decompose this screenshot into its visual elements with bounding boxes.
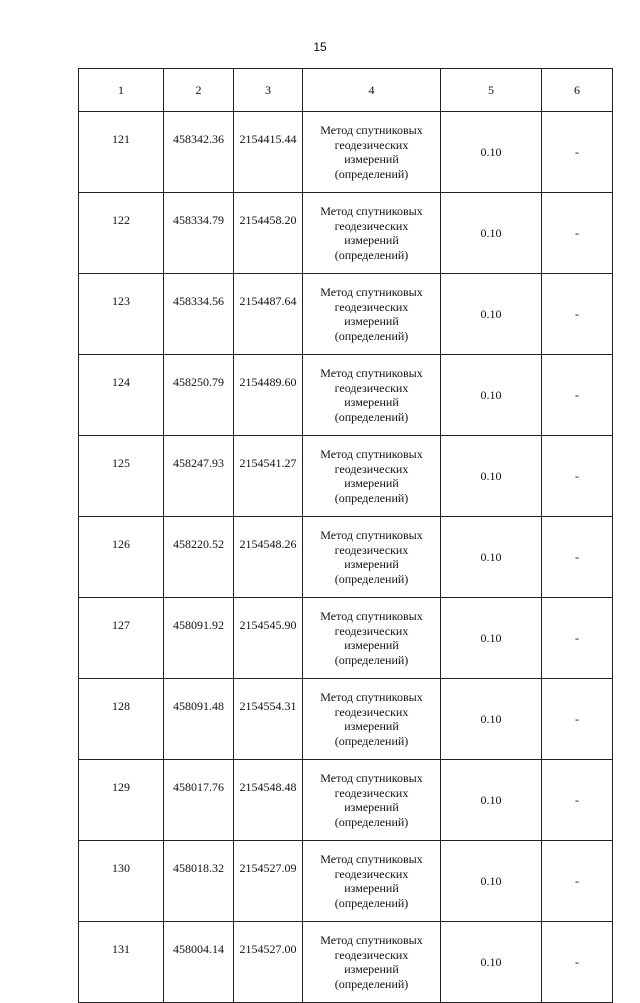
method-line: геодезических [334, 218, 409, 233]
accuracy-cell: 0.10 [441, 598, 542, 679]
method-cell [303, 598, 441, 679]
method-line: измерений [344, 638, 399, 652]
x-coordinate-cell: 458250.79 [164, 355, 234, 436]
method-line: измерений [344, 233, 399, 247]
method-line: Метод спутниковых [320, 690, 423, 704]
accuracy-cell: 0.10 [441, 841, 542, 922]
table-body [79, 112, 613, 1003]
method-line: измерений [344, 152, 399, 166]
method-line: (определений) [334, 490, 409, 505]
point-number-cell: 130 [79, 841, 164, 922]
method-line: геодезических [334, 947, 409, 962]
method-line: (определений) [334, 166, 409, 181]
method-line: геодезических [334, 866, 409, 881]
y-coordinate-cell: 2154554.31 [234, 679, 303, 760]
table-row [79, 355, 613, 436]
method-line: (определений) [334, 976, 409, 991]
method-line: Метод спутниковых [320, 933, 423, 947]
x-coordinate-cell: 458220.52 [164, 517, 234, 598]
accuracy-cell: 0.10 [441, 436, 542, 517]
description-cell: - [542, 841, 613, 922]
table-row [79, 922, 613, 1003]
table-row [79, 679, 613, 760]
table-row [79, 274, 613, 355]
method-line: (определений) [334, 409, 409, 424]
description-cell: - [542, 112, 613, 193]
method-line: измерений [344, 476, 399, 490]
x-coordinate-cell: 458018.32 [164, 841, 234, 922]
y-coordinate-cell: 2154489.60 [234, 355, 303, 436]
accuracy-cell: 0.10 [441, 193, 542, 274]
y-coordinate-cell: 2154458.20 [234, 193, 303, 274]
column-header-2: 2 [164, 69, 234, 112]
method-cell [303, 112, 441, 193]
accuracy-cell: 0.10 [441, 679, 542, 760]
accuracy-cell: 0.10 [441, 355, 542, 436]
method-line: Метод спутниковых [320, 609, 423, 623]
description-cell: - [542, 193, 613, 274]
method-line: (определений) [334, 328, 409, 343]
description-cell: - [542, 922, 613, 1003]
x-coordinate-cell: 458004.14 [164, 922, 234, 1003]
method-cell [303, 679, 441, 760]
column-header-6: 6 [542, 69, 613, 112]
accuracy-cell: 0.10 [441, 922, 542, 1003]
method-line: Метод спутниковых [320, 528, 423, 542]
table-row [79, 760, 613, 841]
method-line: измерений [344, 395, 399, 409]
y-coordinate-cell: 2154527.00 [234, 922, 303, 1003]
description-cell: - [542, 598, 613, 679]
method-cell [303, 517, 441, 598]
method-line: Метод спутниковых [320, 285, 423, 299]
point-number-cell: 131 [79, 922, 164, 1003]
accuracy-cell: 0.10 [441, 517, 542, 598]
method-cell [303, 355, 441, 436]
method-line: геодезических [334, 137, 409, 152]
method-line: Метод спутниковых [320, 204, 423, 218]
point-number-cell: 127 [79, 598, 164, 679]
method-line: геодезических [334, 542, 409, 557]
table-header-row [79, 69, 613, 112]
point-number-cell: 128 [79, 679, 164, 760]
column-header-4: 4 [303, 69, 441, 112]
method-line: измерений [344, 881, 399, 895]
y-coordinate-cell: 2154541.27 [234, 436, 303, 517]
x-coordinate-cell: 458091.48 [164, 679, 234, 760]
method-line: (определений) [334, 814, 409, 829]
method-line: геодезических [334, 380, 409, 395]
x-coordinate-cell: 458334.79 [164, 193, 234, 274]
method-cell [303, 274, 441, 355]
point-number-cell: 123 [79, 274, 164, 355]
point-number-cell: 126 [79, 517, 164, 598]
method-line: Метод спутниковых [320, 123, 423, 137]
point-number-cell: 122 [79, 193, 164, 274]
x-coordinate-cell: 458247.93 [164, 436, 234, 517]
table-row [79, 436, 613, 517]
method-line: измерений [344, 719, 399, 733]
accuracy-cell: 0.10 [441, 760, 542, 841]
method-line: (определений) [334, 571, 409, 586]
y-coordinate-cell: 2154415.44 [234, 112, 303, 193]
method-line: геодезических [334, 704, 409, 719]
method-cell [303, 760, 441, 841]
y-coordinate-cell: 2154548.26 [234, 517, 303, 598]
method-cell [303, 922, 441, 1003]
x-coordinate-cell: 458017.76 [164, 760, 234, 841]
method-line: Метод спутниковых [320, 366, 423, 380]
description-cell: - [542, 355, 613, 436]
x-coordinate-cell: 458091.92 [164, 598, 234, 679]
method-line: (определений) [334, 652, 409, 667]
y-coordinate-cell: 2154527.09 [234, 841, 303, 922]
table-row [79, 517, 613, 598]
description-cell: - [542, 760, 613, 841]
column-header-3: 3 [234, 69, 303, 112]
description-cell: - [542, 436, 613, 517]
method-line: геодезических [334, 623, 409, 638]
method-line: (определений) [334, 733, 409, 748]
method-line: измерений [344, 557, 399, 571]
column-header-5: 5 [441, 69, 542, 112]
description-cell: - [542, 274, 613, 355]
method-line: (определений) [334, 895, 409, 910]
table-row [79, 841, 613, 922]
method-line: геодезических [334, 299, 409, 314]
table-row [79, 193, 613, 274]
y-coordinate-cell: 2154545.90 [234, 598, 303, 679]
accuracy-cell: 0.10 [441, 274, 542, 355]
method-line: измерений [344, 962, 399, 976]
x-coordinate-cell: 458334.56 [164, 274, 234, 355]
method-cell [303, 436, 441, 517]
point-number-cell: 121 [79, 112, 164, 193]
table-row [79, 598, 613, 679]
method-line: измерений [344, 314, 399, 328]
y-coordinate-cell: 2154487.64 [234, 274, 303, 355]
method-line: Метод спутниковых [320, 771, 423, 785]
description-cell: - [542, 517, 613, 598]
method-line: Метод спутниковых [320, 852, 423, 866]
point-number-cell: 124 [79, 355, 164, 436]
accuracy-cell: 0.10 [441, 112, 542, 193]
x-coordinate-cell: 458342.36 [164, 112, 234, 193]
table-row [79, 112, 613, 193]
method-cell [303, 841, 441, 922]
point-number-cell: 125 [79, 436, 164, 517]
description-cell: - [542, 679, 613, 760]
column-header-1: 1 [79, 69, 164, 112]
point-number-cell: 129 [79, 760, 164, 841]
coordinates-table [78, 68, 613, 1003]
method-cell [303, 193, 441, 274]
method-line: Метод спутниковых [320, 447, 423, 461]
method-line: (определений) [334, 247, 409, 262]
method-line: измерений [344, 800, 399, 814]
method-line: геодезических [334, 461, 409, 476]
method-line: геодезических [334, 785, 409, 800]
page-number: 15 [313, 40, 327, 54]
y-coordinate-cell: 2154548.48 [234, 760, 303, 841]
